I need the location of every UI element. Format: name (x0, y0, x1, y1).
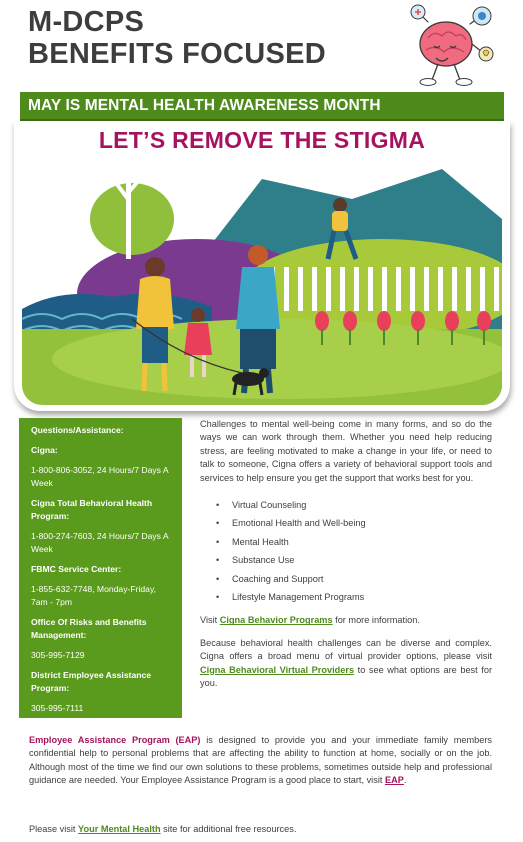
your-mental-health-link[interactable]: Your Mental Health (78, 824, 161, 834)
hero-headline: LET’S REMOVE THE STIGMA (98, 127, 426, 153)
cigna-behavior-programs-link[interactable]: Cigna Behavior Programs (219, 615, 333, 626)
list-item: • Coaching and Support (216, 573, 492, 586)
sidebar-value-district-eap: 305-995-7111 (31, 703, 84, 713)
virtual-suffix: to see what options are best for you. (200, 664, 493, 689)
sidebar-label-cigna: Cigna: (31, 445, 58, 455)
park-family-illustration (22, 159, 502, 405)
page-title (28, 6, 326, 70)
sidebar-label-district-eap: District Employee Assistance Program: (31, 670, 152, 693)
footer-suffix: site for additional free resources. (160, 824, 297, 834)
visit-suffix: for more information. (332, 615, 420, 626)
visit-paragraph (200, 614, 492, 627)
sidebar-value-cigna: 1-800-806-3052, 24 Hours/7 Days A Week (31, 465, 169, 488)
eap-text: is designed to provide you and your immediate family members confidential help to personal problems that are affecting the ability to function at home, socially or on the job. Although most of the time we find our own solutions to these problems, sometimes outside help and professional guidance are needed. Your Employee Assistance Program is a good place to start, visit (29, 735, 492, 786)
sidebar-label-fbmc: FBMC Service Center: (31, 564, 122, 574)
list-item: • Emotional Health and Well-being (216, 517, 492, 530)
intro-paragraph: Challenges to mental well-being come in many forms, and so do the ways we can work through them. Whether you need help reducing stress, are feeling motivated to make a change in your life, or need to talk to someone, Cigna offers a variety of behavioral support tools and services to help ensure you get the support that works best for you. (200, 419, 492, 483)
banner-text: MAY IS MENTAL HEALTH AWARENESS MONTH (28, 97, 381, 114)
eap-term: Employee Assistance Program (EAP) (29, 735, 201, 745)
sidebar-value-fbmc: 1-855-632-7748, Monday-Friday, 7am - 7pm (31, 584, 156, 607)
main-content (200, 418, 492, 691)
brain-mascot-icon (398, 4, 498, 90)
virtual-paragraph (200, 637, 492, 691)
footer-note (29, 824, 296, 834)
sidebar-heading: Questions/Assistance: (31, 425, 124, 435)
virtual-text: Because behavioral health challenges can be diverse and complex. Cigna offers a broad menu of virtual provider options, please visit (200, 637, 492, 662)
list-item: • Lifestyle Management Programs (216, 591, 492, 604)
services-list (216, 499, 492, 604)
list-item: • Mental Health (216, 536, 492, 549)
sidebar-label-risks: Office Of Risks and Benefits Management: (31, 617, 147, 640)
title-line-2: BENEFITS FOCUSED (28, 38, 327, 70)
contact-sidebar (19, 418, 182, 718)
list-item: • Virtual Counseling (216, 499, 492, 512)
awareness-banner (20, 92, 504, 122)
cigna-virtual-providers-link[interactable]: Cigna Behavioral Virtual Providers (200, 664, 355, 675)
eap-link[interactable]: EAP (384, 775, 404, 786)
eap-end: . (403, 775, 407, 786)
visit-prefix: Visit (200, 615, 220, 626)
hero-card (14, 121, 510, 411)
sidebar-label-behavioral: Cigna Total Behavioral Health Program: (31, 498, 153, 521)
footer-prefix: Please visit (29, 824, 79, 834)
title-line-1: M-DCPS (28, 6, 145, 38)
sidebar-value-risks: 305-995-7129 (31, 650, 85, 660)
sidebar-value-behavioral: 1-800-274-7603, 24 Hours/7 Days A Week (31, 531, 169, 554)
eap-paragraph (29, 734, 492, 788)
list-item: • Substance Use (216, 554, 492, 567)
